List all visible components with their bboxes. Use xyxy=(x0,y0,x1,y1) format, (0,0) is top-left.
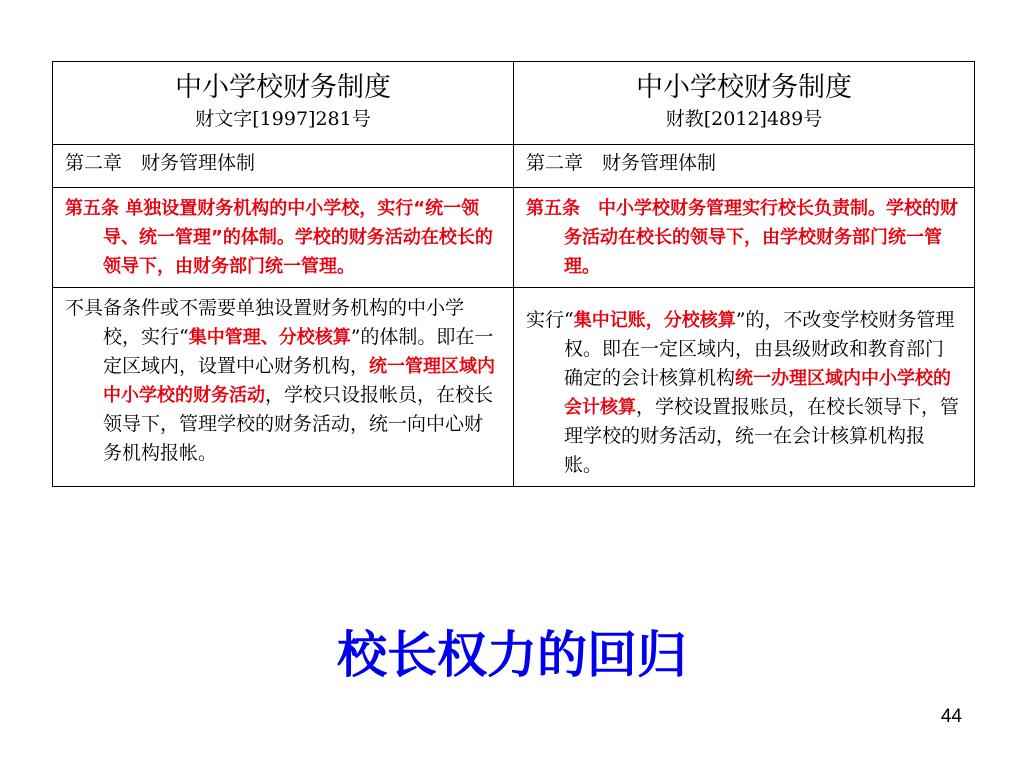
right-body-highlight-2: 统一办理区域内中小学校的会计核算 xyxy=(564,368,952,418)
right-header-cell xyxy=(514,62,975,145)
right-body-text-3: ，学校设置报账员，在校长领导下，管理学校的财务活动，统一在会计核算机构报账。 xyxy=(564,396,960,476)
chapter-row xyxy=(53,145,975,188)
body-row xyxy=(53,288,975,487)
left-header-cell xyxy=(53,62,514,145)
right-body-text-1: 实行“ xyxy=(526,309,574,331)
right-body-text-2: ”的，不改变学校财务管理权。即在一定区域内，由县级财政和教育部门确定的会计核算机构 xyxy=(564,309,955,389)
header-row xyxy=(53,62,975,145)
right-chapter-cell: 第二章 财务管理体制 xyxy=(514,145,975,188)
left-body-cell xyxy=(53,288,514,487)
left-chapter-cell: 第二章 财务管理体制 xyxy=(53,145,514,188)
comparison-table xyxy=(52,61,975,487)
right-body-cell xyxy=(514,288,975,487)
article-row xyxy=(53,188,975,288)
left-article-text: 第五条 单独设置财务机构的中小学校，实行“统一领导、统一管理”的体制。学校的财务活动在校长的领导下，由财务部门统一管理。 xyxy=(65,198,493,277)
left-body-highlight-2: 统一管理区域内中小学校的财务活动 xyxy=(103,356,496,406)
left-body-text-3: ，学校只设报帐员，在校长领导下，管理学校的财务活动，统一向中心财务机构报帐。 xyxy=(103,384,494,464)
left-header-subtitle: 财文字[1997]281号 xyxy=(195,108,371,130)
right-article-text: 第五条 中小学校财务管理实行校长负责制。学校的财务活动在校长的领导下，由学校财务部门统一管理。 xyxy=(526,198,958,277)
left-article-cell xyxy=(53,188,514,288)
left-body-text-1: 不具备条件或不需要单独设置财务机构的中小学校，实行“ xyxy=(65,297,465,348)
right-body-highlight-1: 集中记账，分校核算 xyxy=(573,310,736,331)
left-header-title: 中小学校财务制度 xyxy=(175,72,391,103)
left-body-text-2: ”的体制。即在一定区域内，设置中心财务机构， xyxy=(103,326,494,377)
right-header-title: 中小学校财务制度 xyxy=(636,72,852,103)
right-article-cell xyxy=(514,188,975,288)
slide-title: 校长权力的回归 xyxy=(337,626,687,684)
left-body-highlight-1: 集中管理、分校核算 xyxy=(188,327,351,348)
right-header-subtitle: 财教[2012]489号 xyxy=(665,108,823,130)
page-number: 44 xyxy=(940,706,962,727)
